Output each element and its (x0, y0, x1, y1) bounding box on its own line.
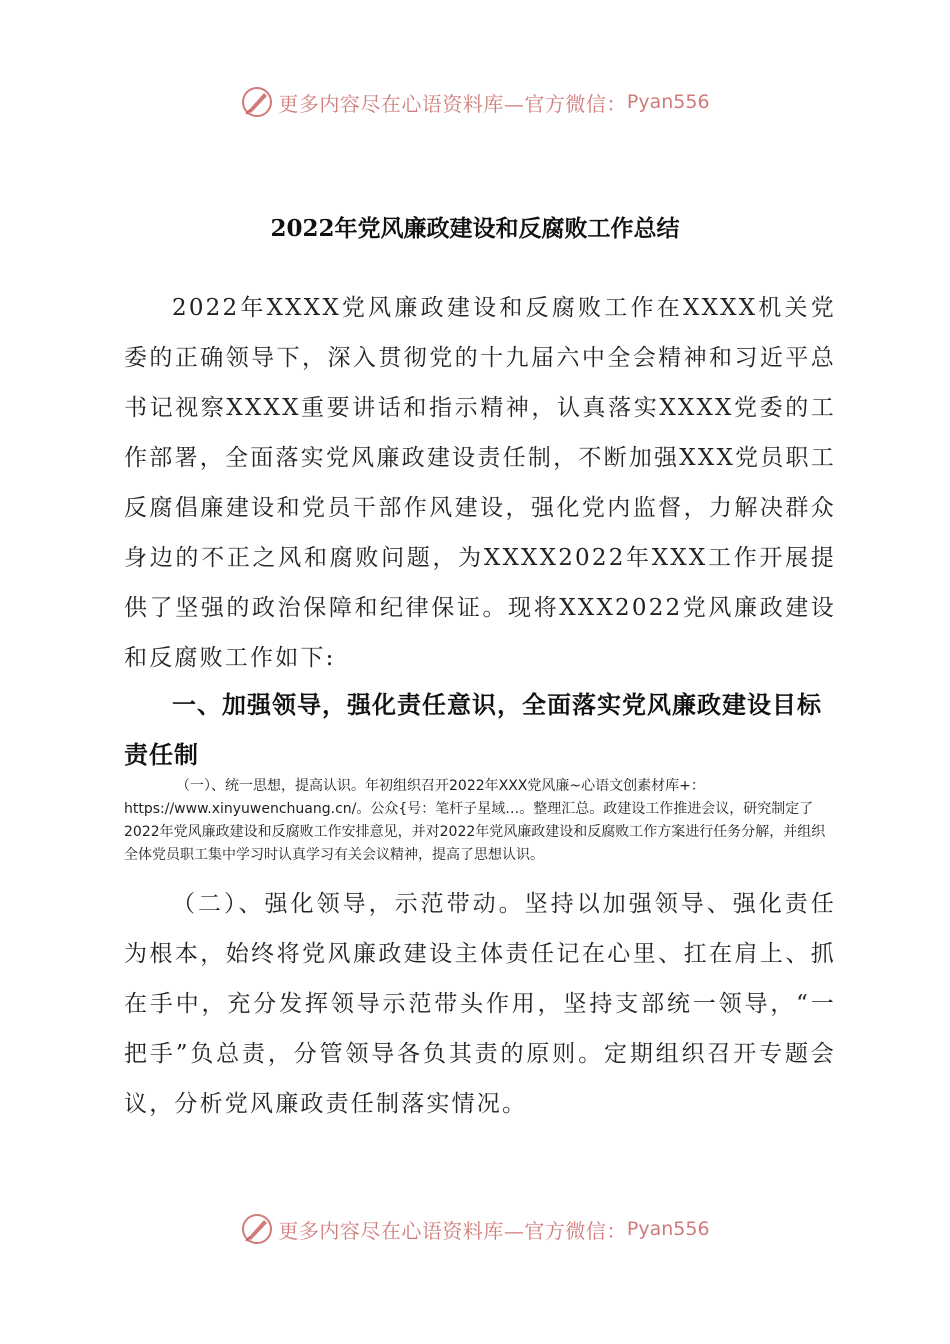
banner-wechat-id: Pyan556 (626, 91, 710, 113)
document-title: 2022年党风廉政建设和反腐败工作总结 (270, 215, 680, 242)
banner-text: 更多内容尽在心语资料库—官方微信： (278, 1218, 627, 1243)
section-heading-1: 一、加强领导，强化责任意识，全面落实党风廉政建设目标责任制 (124, 691, 822, 769)
quill-logo-icon (240, 85, 274, 119)
banner-text: 更多内容尽在心语资料库—官方微信： (278, 91, 627, 116)
header-watermark-banner (0, 82, 950, 122)
footer-watermark-banner (0, 1209, 950, 1249)
subsection-2-paragraph: （二）、强化领导，示范带动。坚持以加强领导、强化责任为根本，始终将党风廉政建设主体责任记在心里、扛在肩上、抓在手中，充分发挥领导示范带头作用，坚持支部统一领导，“一把手”负总责，分管领导各负其责的原则。定期组织召开专题会议，分析党风廉政责任制落实情况。 (124, 891, 836, 1117)
banner-wechat-id: Pyan556 (626, 1218, 710, 1240)
intro-paragraph: 2022年XXXX党风廉政建设和反腐败工作在XXXX机关党委的正确领导下，深入贯彻党的十九届六中全会精神和习近平总书记视察XXXX重要讲话和指示精神，认真落实XXXX党委的工作部署，全面落实党风廉政建设责任制，不断加强XXX党员职工反腐倡廉建设和党员干部作风建设，强化党内监督，力解决群众身边的不正之风和腐败问题，为XXXX2022年XXX工作开展提供了坚强的政治保障和纪律保证。现将XXX2022党风廉政建设和反腐败工作如下: (124, 295, 836, 671)
subsection-1-paragraph: （一）、统一思想，提高认识。年初组织召开2022年XXX党风廉~心语文创素材库+：https://www.xinyuwenchuang.cn/。公众{号：笔杆子星域…。整理汇总。政建设工作推进会议，研究制定了2022年党风廉政建设和反腐败工作安排意见，并对2022年党风廉政建设和反腐败工作方案进行任务分解，并组织全体党员职工集中学习时认真学习有关会议精神，提高了思想认识。 (124, 778, 826, 863)
quill-logo-icon (240, 1212, 274, 1246)
